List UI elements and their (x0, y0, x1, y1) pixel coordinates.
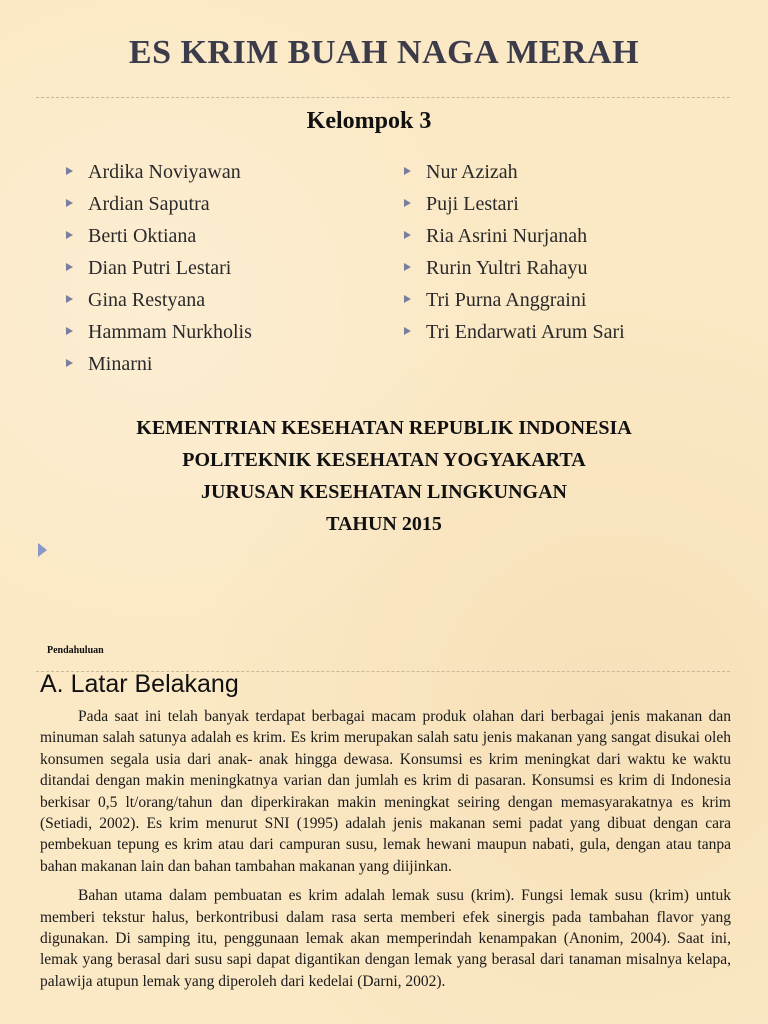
bullet-arrow-icon (404, 231, 411, 239)
year: TAHUN 2015 (326, 513, 442, 535)
member-item (404, 255, 625, 287)
member-name: Puji Lestari (426, 193, 519, 215)
member-name: Berti Oktiana (88, 225, 197, 247)
bullet-arrow-icon (66, 359, 73, 367)
bullet-arrow-icon (404, 327, 411, 335)
member-list-left (66, 159, 252, 383)
bullet-arrow-icon (66, 327, 73, 335)
bullet-arrow-icon (66, 263, 73, 271)
member-name: Hammam Nurkholis (88, 321, 252, 343)
section-label: Pendahuluan (47, 645, 104, 656)
institution-block (0, 416, 768, 544)
member-item (66, 223, 252, 255)
member-item (66, 319, 252, 351)
body-text (40, 706, 731, 1000)
member-name: Nur Azizah (426, 161, 518, 183)
member-name: Dian Putri Lestari (88, 257, 232, 279)
bullet-arrow-icon (66, 167, 73, 175)
divider (36, 97, 730, 98)
member-item (66, 255, 252, 287)
member-name: Gina Restyana (88, 289, 206, 311)
bullet-arrow-icon (404, 263, 411, 271)
member-item (66, 351, 252, 383)
member-list-right (404, 159, 625, 351)
bullet-arrow-icon (66, 231, 73, 239)
member-name: Ria Asrini Nurjanah (426, 225, 588, 247)
section-heading: A. Latar Belakang (40, 670, 239, 698)
member-name: Rurin Yultri Rahayu (426, 257, 588, 279)
member-item (66, 287, 252, 319)
member-name: Ardika Noviyawan (88, 161, 241, 183)
bullet-arrow-icon (404, 199, 411, 207)
member-item (404, 223, 625, 255)
member-name: Tri Purna Anggraini (426, 289, 587, 311)
member-item (404, 319, 625, 351)
slide-title: ES KRIM BUAH NAGA MERAH (128, 34, 640, 71)
play-arrow-icon[interactable] (38, 543, 47, 557)
ministry-name: KEMENTRIAN KESEHATAN REPUBLIK INDONESIA (136, 417, 632, 439)
member-item (404, 191, 625, 223)
member-item (66, 191, 252, 223)
paragraph: Pada saat ini telah banyak terdapat berbagai macam produk olahan dari berbagai jenis makanan dan minuman salah satunya adalah es krim. Es krim merupakan salah satu jenis makanan yang sangat disukai oleh konsumen segala usia dari anak- anak hingga dewasa. Konsumsi es krim meningkat dari waktu ke waktu ditandai dengan makin meningkatnya varian dan jumlah es krim di pasaran. Konsumsi es krim di Indonesia berkisar 0,5 lt/orang/tahun dan diperkirakan makin meningkat seiring dengan memasyarakatnya es krim (Setiadi, 2002). Es krim menurut SNI (1995) adalah jenis makanan semi padat yang dibuat dengan cara pembekuan tepung es krim atau dari campuran susu, lemak hewani maupun nabati, gula, dengan atau tanpa bahan makanan lain dan bahan tambahan makanan yang diijinkan. (40, 708, 731, 875)
group-name: Kelompok 3 (306, 108, 432, 134)
bullet-arrow-icon (404, 295, 411, 303)
member-name: Tri Endarwati Arum Sari (426, 321, 625, 343)
paragraph: Bahan utama dalam pembuatan es krim adalah lemak susu (krim). Fungsi lemak susu (krim) untuk memberi tekstur halus, berkontribusi dalam rasa serta memberi efek sinergis pada tambahan flavor yang digunakan. Di samping itu, penggunaan lemak akan memperindah kenampakan (Anonim, 2004). Saat ini, lemak yang berasal dari susu sapi dapat digantikan dengan lemak yang berasal dari tanaman misalnya kelapa, palawija atupun lemak yang diperoleh dari kedelai (Darni, 2002). (40, 887, 731, 990)
member-item (404, 287, 625, 319)
bullet-arrow-icon (66, 295, 73, 303)
member-item (404, 159, 625, 191)
bullet-arrow-icon (404, 167, 411, 175)
member-name: Ardian Saputra (88, 193, 210, 215)
member-item (66, 159, 252, 191)
polytechnic-name: POLITEKNIK KESEHATAN YOGYAKARTA (182, 449, 586, 471)
department-name: JURUSAN KESEHATAN LINGKUNGAN (201, 481, 567, 503)
member-name: Minarni (88, 353, 153, 375)
bullet-arrow-icon (66, 199, 73, 207)
